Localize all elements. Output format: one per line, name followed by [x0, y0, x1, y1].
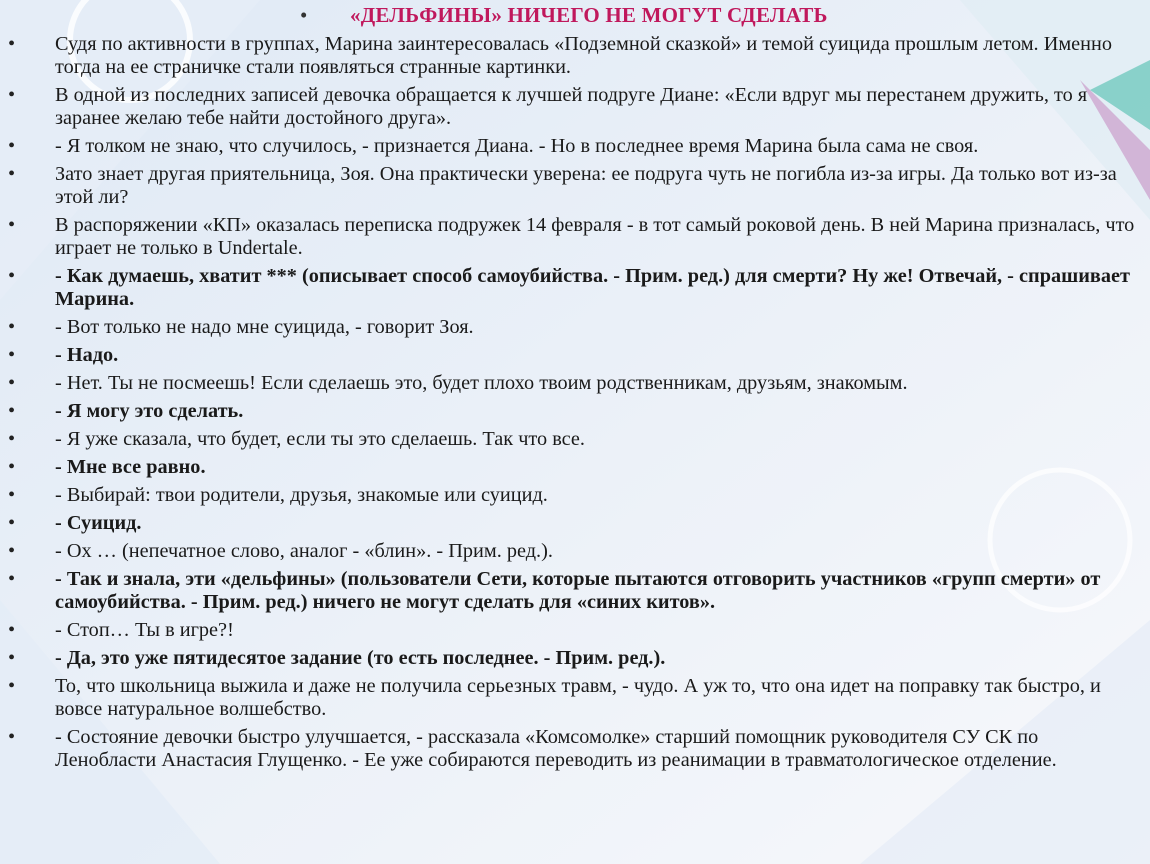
bullet-list	[0, 33, 1150, 777]
list-item: • - Состояние девочки быстро улучшается, - рассказала «Комсомолке» старший помощник руководителя СУ СК по Ленобласти Анастасия Глущенко. - Ее уже собираются переводить из реанимации в травматологическое отделение.	[8, 726, 1057, 771]
list-item: • - Как думаешь, хватит *** (описывает способ самоубийства. - Прим. ред.) для смерти? Ну же! Отвечай, - спрашивает Марина.	[8, 265, 1130, 310]
list-item: • - Стоп… Ты в игре?!	[8, 619, 234, 641]
list-item: • - Вот только не надо мне суицида, - говорит Зоя.	[8, 316, 474, 338]
title-bullet: •	[300, 3, 308, 27]
list-item: • - Я толком не знаю, что случилось, - признается Диана. - Но в последнее время Марина была сама не своя.	[8, 135, 979, 157]
list-item: • - Да, это уже пятидесятое задание (то есть последнее. - Прим. ред.).	[8, 647, 666, 669]
title-text: «ДЕЛЬФИНЫ» НИЧЕГО НЕ МОГУТ СДЕЛАТЬ	[350, 3, 828, 27]
list-item: • - Мне все равно.	[8, 456, 206, 478]
list-item: • В одной из последних записей девочка обращается к лучшей подруге Диане: «Если вдруг мы перестанем дружить, то я заранее желаю тебе найти достойного друга».	[8, 84, 1088, 129]
list-item: • - Суицид.	[8, 512, 142, 534]
list-item: • - Ох … (непечатное слово, аналог - «блин». - Прим. ред.).	[8, 540, 553, 562]
list-item: • - Выбирай: твои родители, друзья, знакомые или суицид.	[8, 484, 548, 506]
list-item: • - Я уже сказала, что будет, если ты это сделаешь. Так что все.	[8, 428, 586, 450]
list-item: • - Надо.	[8, 344, 119, 366]
list-item: • - Так и знала, эти «дельфины» (пользователи Сети, которые пытаются отговорить участников «групп смерти» от самоубийства. - Прим. ред.) ничего не могут сделать для «синих китов».	[8, 568, 1101, 613]
list-item: • - Я могу это сделать.	[8, 400, 244, 422]
list-item: • Зато знает другая приятельница, Зоя. Она практически уверена: ее подруга чуть не погибла из-за игры. Да только вот из-за этой ли?	[8, 163, 1117, 208]
list-item: • В распоряжении «КП» оказалась переписка подружек 14 февраля - в тот самый роковой день. В ней Марина призналась, что играет не только в Undertale.	[8, 214, 1135, 259]
list-item: • - Нет. Ты не посмеешь! Если сделаешь это, будет плохо твоим родственникам, друзьям, знакомым.	[8, 372, 908, 394]
list-item: • То, что школьница выжила и даже не получила серьезных травм, - чудо. А уж то, что она идет на поправку так быстро, и вовсе натуральное волшебство.	[8, 675, 1101, 720]
list-item: • Судя по активности в группах, Марина заинтересовалась «Подземной сказкой» и темой суицида прошлым летом. Именно тогда на ее страничке стали появляться странные картинки.	[8, 33, 1113, 78]
